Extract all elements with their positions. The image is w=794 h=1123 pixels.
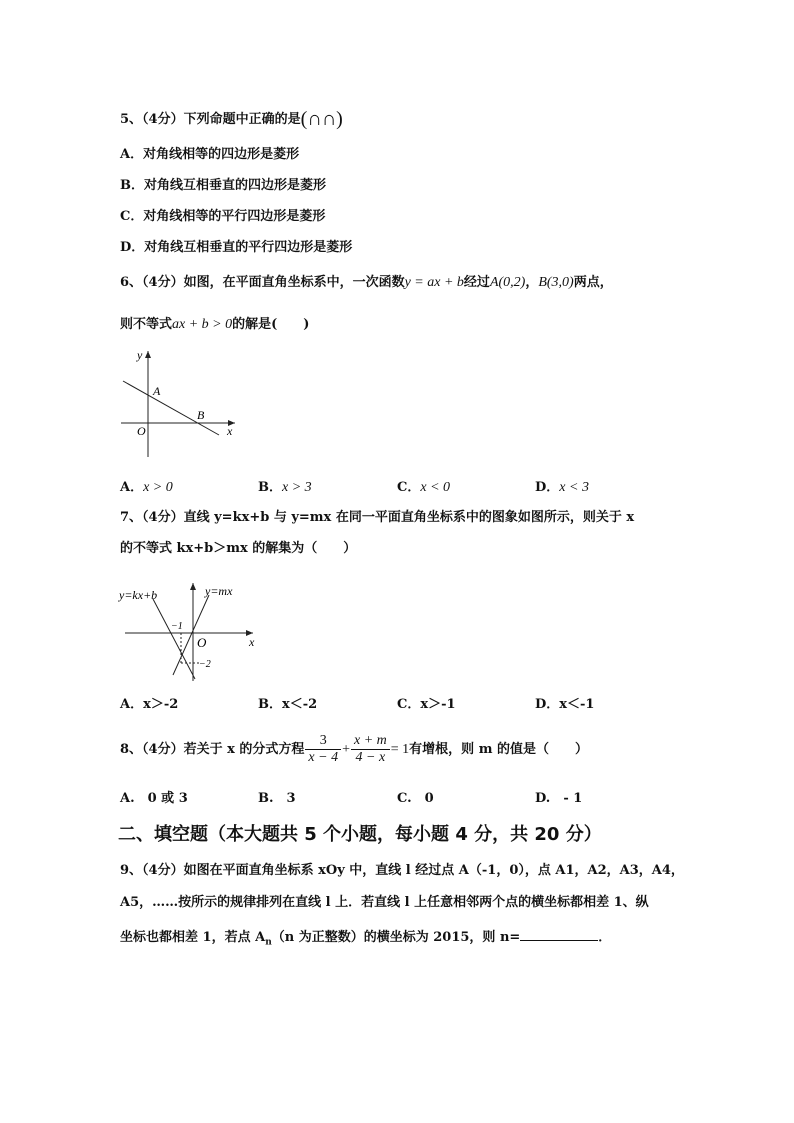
- q5-paren: (∩∩): [300, 108, 343, 130]
- q6-inequality: ax + b > 0: [172, 317, 233, 332]
- q8-option-a: A. 0 或 3: [120, 791, 188, 806]
- q8-fraction-1: $\frac{3}{x - 4}$: [305, 733, 341, 766]
- q6-origin-label: O: [137, 424, 146, 438]
- q6-option-d: D．x < 3: [535, 480, 589, 495]
- q6-b-label: B: [197, 408, 205, 422]
- q9-line-3: 坐标也都相差 1，若点 $A_n(n$ 为正整数）的横坐标为 2015，则 n= ．: [120, 926, 611, 952]
- q9-answer-blank[interactable]: [520, 926, 598, 941]
- q6-point-b: B(3,0): [538, 275, 574, 290]
- q7-option-d: D．x＜-1: [535, 697, 595, 712]
- q7-option-c: C．x＞-1: [397, 697, 456, 712]
- q6-option-b: B．x > 3: [258, 480, 312, 495]
- q6-function: y = ax + b: [404, 275, 464, 290]
- q8-option-c: C. 0: [397, 791, 434, 806]
- q6-a-label: A: [153, 384, 161, 398]
- q6-figure: [115, 345, 245, 465]
- q7-figure: [115, 575, 265, 685]
- q8-fraction-2: $\frac{x + m}{4 - x}$: [351, 733, 390, 766]
- q7-stem: 7、（4分）直线 y=kx+b 与 y=mx 在同一平面直角坐标系中的图象如图所示，则关于 x: [120, 510, 635, 525]
- q5-option-d: D．对角线互相垂直的平行四边形是菱形: [120, 240, 353, 255]
- q5-option-b: B．对角线互相垂直的四边形是菱形: [120, 178, 326, 193]
- q8-option-d: D. - 1: [535, 791, 583, 806]
- q7-stem-line2: 的不等式 kx+b＞mx 的解集为（ ）: [120, 541, 357, 556]
- q9-line-2: A5，……按所示的规律排列在直线 l 上．若直线 l 上任意相邻两个点的横坐标都相差 1、纵: [120, 895, 649, 910]
- q7-option-a: A．x＞-2: [120, 697, 179, 712]
- q7-minus2-label: −2: [199, 659, 211, 670]
- q7-origin-label: O: [197, 635, 207, 650]
- q5-stem: 5、（4分）下列命题中正确的是(∩∩): [120, 108, 343, 130]
- q6-y-label: y: [137, 348, 143, 362]
- q5-option-a: A．对角线相等的四边形是菱形: [120, 147, 300, 162]
- q8-option-b: B. 3: [258, 791, 296, 806]
- q7-minus1-label: −1: [171, 621, 183, 632]
- q7-mx-label: y=mx: [205, 584, 233, 598]
- section-title: 二、填空题（本大题共 5 个小题，每小题 4 分，共 20 分）: [118, 824, 602, 845]
- q5-option-c: C．对角线相等的平行四边形是菱形: [120, 209, 326, 224]
- q7-option-b: B．x＜-2: [258, 697, 318, 712]
- q6-option-a: A．x > 0: [120, 480, 173, 495]
- q6-point-a: A(0,2): [489, 275, 526, 290]
- q6-stem: 6、（4分）如图，在平面直角坐标系中，一次函数y = ax + b经过A(0,2)，B(3,0)两点，: [120, 275, 613, 290]
- q9-line-1: 9、（4分）如图在平面直角坐标系 xOy 中，直线 l 经过点 A（-1，0），点 A1，A2，A3，A4，: [120, 863, 684, 878]
- q7-y-arrow: [190, 583, 196, 590]
- q6-y-arrow: [145, 351, 151, 358]
- q6-x-label: x: [227, 424, 233, 438]
- q7-x-label: x: [249, 635, 255, 649]
- q6-stem-line2: 则不等式ax + b > 0的解是( ): [120, 317, 310, 332]
- q8-stem: 8、（4分）若关于 x 的分式方程 $\frac{3}{x - 4}$ + $\frac{x + m}{4 - x}$ = 1有增根，则 m 的值是（ ）: [120, 733, 588, 765]
- q7-kx-label: y=kx+b: [119, 588, 158, 602]
- q6-option-c: C．x < 0: [397, 480, 451, 495]
